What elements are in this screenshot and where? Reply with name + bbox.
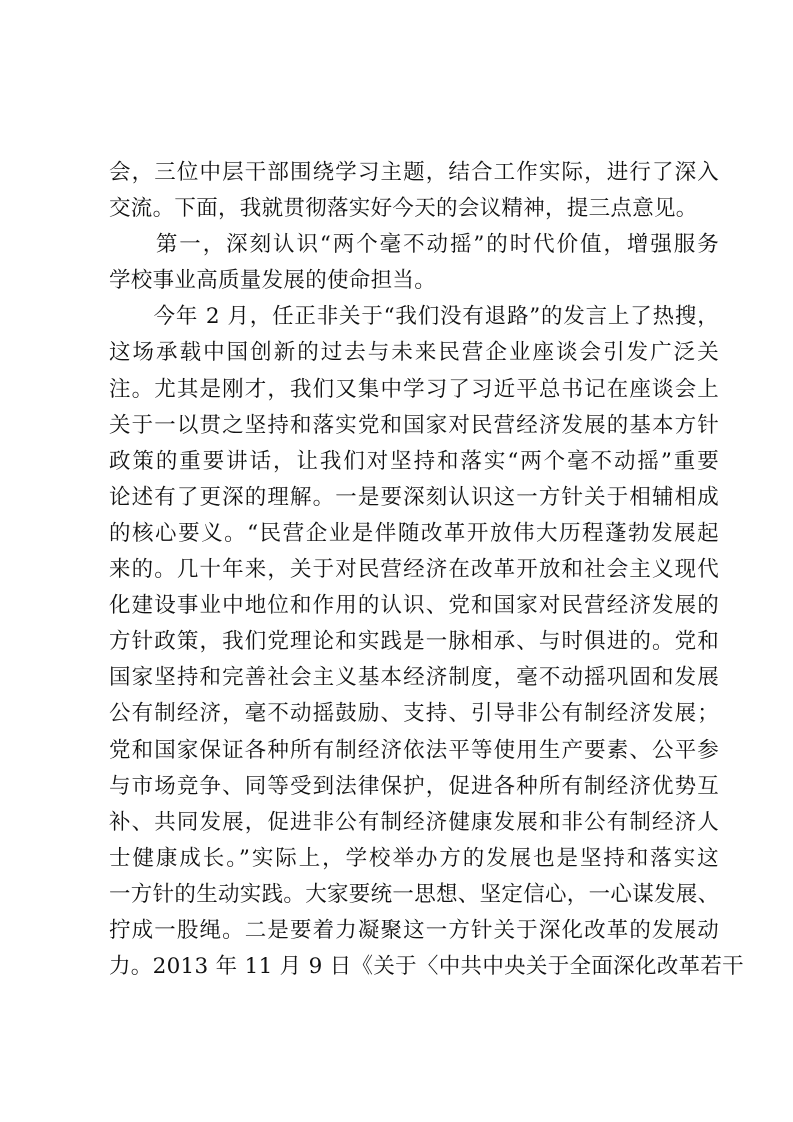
paragraph-body — [109, 299, 744, 985]
text-line: 力。2013 年 11 月 9 日《关于〈中共中央关于全面深化改革若干 — [109, 954, 744, 980]
text-line: 交流。下面，我就贯彻落实好今天的会议精神，提三点意见。 — [109, 196, 698, 222]
text-line: 拧成一股绳。二是要着力凝聚这一方针关于深化改革的发展动 — [109, 917, 719, 943]
text-line: 士健康成长。”实际上，学校举办方的发展也是坚持和落实这 — [109, 845, 719, 871]
text-line: 今年 2 月，任正非关于“我们没有退路”的发言上了热搜， — [109, 304, 719, 330]
text-line: 政策的重要讲话，让我们对坚持和落实“两个毫不动摇”重要 — [109, 448, 719, 474]
text-line: 与市场竞争、同等受到法律保护，促进各种所有制经济优势互 — [109, 773, 719, 799]
text-line: 这场承载中国创新的过去与未来民营企业座谈会引发广泛关 — [109, 340, 719, 366]
text-line: 会，三位中层干部围绕学习主题，结合工作实际，进行了深入 — [109, 160, 719, 185]
text-line: 公有制经济，毫不动摇鼓励、支持、引导非公有制经济发展； — [109, 701, 719, 727]
text-line: 一方针的生动实践。大家要统一思想、坚定信心，一心谋发展、 — [109, 881, 720, 907]
text-line: 方针政策，我们党理论和实践是一脉相承、与时俱进的。党和 — [109, 629, 719, 655]
text-line: 补、共同发展，促进非公有制经济健康发展和非公有制经济人 — [109, 809, 719, 835]
text-line: 党和国家保证各种所有制经济依法平等使用生产要素、公平参 — [109, 737, 719, 763]
text-line: 论述有了更深的理解。一是要深刻认识这一方针关于相辅相成 — [109, 484, 719, 510]
text-line: 第一，深刻认识“两个毫不动摇”的时代价值，增强服务 — [109, 232, 719, 258]
document-body — [109, 155, 744, 985]
text-line: 化建设事业中地位和作用的认识、党和国家对民营经济发展的 — [109, 593, 719, 619]
text-line: 来的。几十年来，关于对民营经济在改革开放和社会主义现代 — [109, 557, 719, 583]
text-line: 学校事业高质量发展的使命担当。 — [109, 268, 437, 294]
text-line: 关于一以贯之坚持和落实党和国家对民营经济发展的基本方针 — [109, 412, 719, 438]
text-line: 国家坚持和完善社会主义基本经济制度，毫不动摇巩固和发展 — [109, 665, 719, 691]
paragraph-heading-first — [109, 227, 719, 299]
paragraph-intro — [109, 155, 719, 227]
text-line: 注。尤其是刚才，我们又集中学习了习近平总书记在座谈会上 — [109, 376, 719, 402]
text-line: 的核心要义。“民营企业是伴随改革开放伟大历程蓬勃发展起 — [109, 520, 719, 546]
